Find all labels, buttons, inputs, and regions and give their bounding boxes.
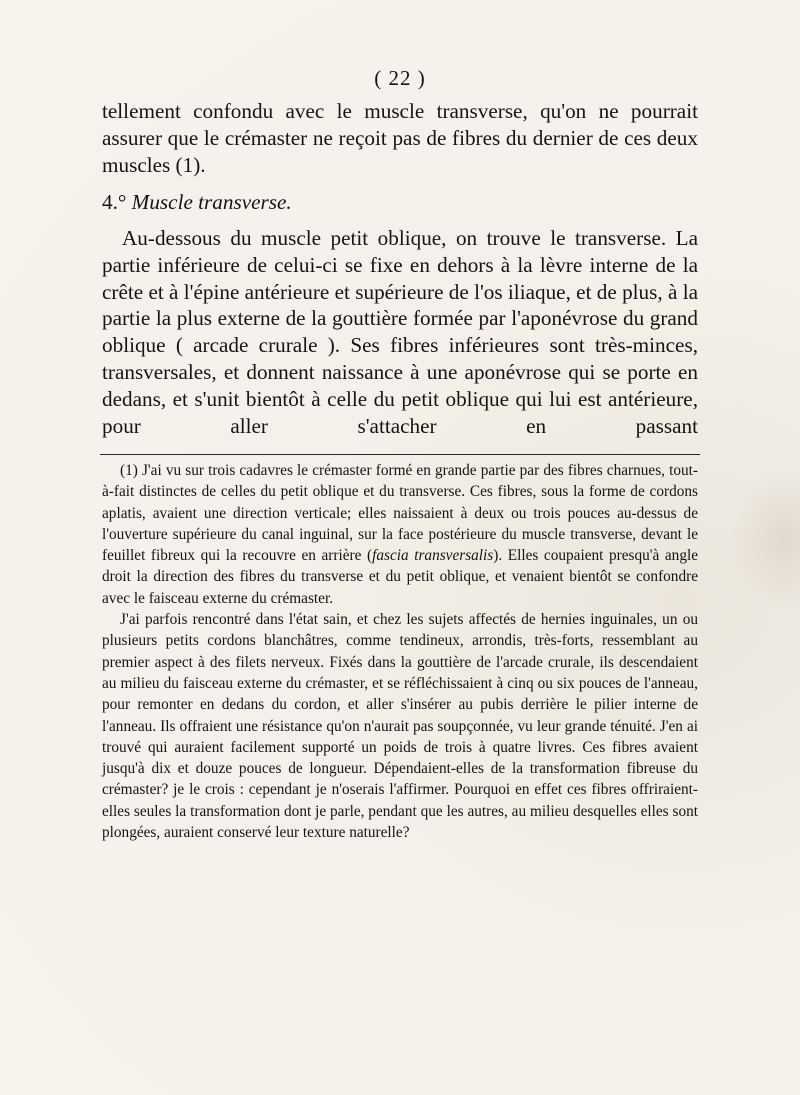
heading-number: 4.° (102, 189, 127, 214)
footnote-text-b: ). Elles coupaient presqu'à angle droit la direction des fibres du transverse et du petit oblique, et venaient bientôt se confondre avec le faisceau externe du crémaster. (102, 547, 699, 607)
footnote-block (102, 460, 698, 843)
paragraph-1: tellement confondu avec le muscle transverse, qu'on ne pourrait assurer que le crémaster ne reçoit pas de fibres du dernier de ces deux muscles (1). (102, 99, 698, 177)
paper-stain (730, 470, 800, 610)
footnote-text-a: (1) J'ai vu sur trois cadavres le crémaster formé en grande partie par des fibres charnues, tout-à-fait distinctes de celles du petit oblique et du transverse. Ces fibres, sous la forme de cordons aplatis, avaient une direction verticale; elles naissaient à deux ou trois pouces au-dessus de l'ouverture supérieure du canal inguinal, sur la face postérieure du muscle transverse, devant le feuillet fibreux qui la recouvre en arrière ( (102, 462, 698, 565)
footnote-italic-term: fascia transversalis (372, 547, 494, 565)
footnote-paragraph-2: J'ai parfois rencontré dans l'état sain, et chez les sujets affectés de hernies inguinales, un ou plusieurs petits cordons blanchâtres, comme tendineux, arrondis, très-forts, ressemblant au premier aspect à des filets nerveux. Fixés dans la gouttière de l'arcade crurale, ils descendaient au milieu du faisceau externe du crémaster, et se réfléchissaient à cinq ou six pouces de l'anneau, pour remonter en dedans du cordon, et aller s'insérer au pubis derrière le pilier interne de l'anneau. Ils offraient une résistance qu'on n'aurait pas soupçonnée, vu leur grande ténuité. J'en ai trouvé qui auraient facilement supporté un poids de trois à quatre livres. Ces fibres avaient jusqu'à dix et douze pouces de longueur. Dépendaient-elles de la transformation fibreuse du crémaster? je le crois : cependant je n'oserais l'affirmer. Pourquoi en effet ces fibres offriraient-elles seules la transformation dont je parle, pendant que les autres, au milieu desquelles elles sont plongées, auraient conservé leur texture naturelle? (102, 611, 698, 842)
heading-title: Muscle transverse. (131, 189, 292, 214)
footnote-divider (100, 454, 700, 455)
paragraph-2: Au-dessous du muscle petit oblique, on trouve le transverse. La partie inférieure de celui-ci se fixe en dehors à la lèvre interne de la crête et à l'épine antérieure et supérieure de l'os iliaque, et de plus, à la partie la plus externe de la gouttière formée par l'aponévrose du grand oblique ( arcade crurale ). Ses fibres inférieures sont très-minces, transversales, et donnent naissance à une aponévrose qui se porte en dedans, et s'unit bientôt à celle du petit oblique qui lui est antérieure, pour aller s'attacher en passant (102, 225, 698, 439)
footnote-paragraph-1 (102, 460, 698, 609)
main-text (102, 98, 698, 440)
section-heading (102, 189, 698, 215)
page-number: ( 22 ) (374, 66, 426, 90)
